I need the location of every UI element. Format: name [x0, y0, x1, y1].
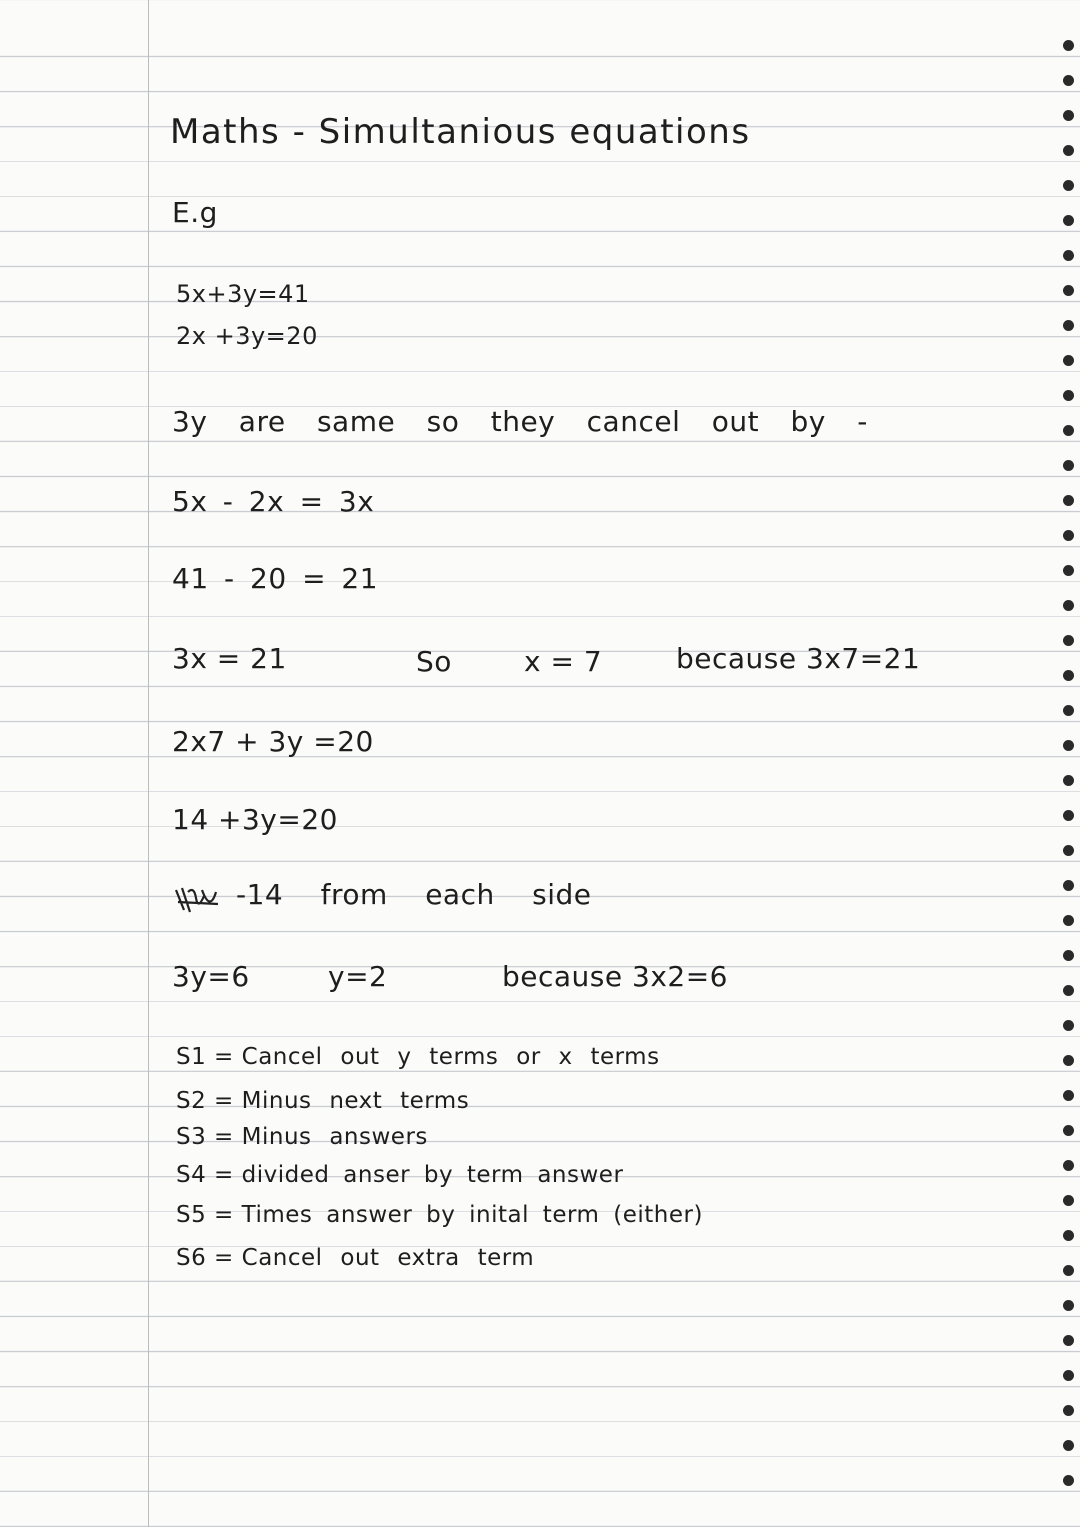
binding-hole: [1063, 740, 1074, 751]
step-item: [176, 1162, 623, 1188]
step-item: [176, 1088, 469, 1114]
binding-hole: [1063, 600, 1074, 611]
binding-hole: [1063, 670, 1074, 681]
work-line-3-reason: because 3x7=21: [676, 642, 921, 675]
work-line-7-reason: because 3x2=6: [502, 960, 728, 993]
step-text: Minus answers: [241, 1124, 428, 1150]
binding-hole: [1063, 1475, 1074, 1486]
binding-holes: [1052, 40, 1080, 1510]
work-line-3-so: So: [416, 645, 452, 678]
binding-hole: [1063, 950, 1074, 961]
binding-hole: [1063, 530, 1074, 541]
example-label: E.g: [172, 196, 218, 229]
binding-hole: [1063, 145, 1074, 156]
work-line-5: 14 +3y=20: [172, 803, 338, 836]
step-item: [176, 1202, 703, 1228]
equation-1: 5x+3y=41: [176, 280, 310, 308]
binding-hole: [1063, 1125, 1074, 1136]
step-text: Minus next terms: [241, 1088, 470, 1114]
binding-hole: [1063, 425, 1074, 436]
step-label: S1 =: [176, 1044, 234, 1070]
binding-hole: [1063, 1370, 1074, 1381]
margin-line: [148, 0, 149, 1527]
binding-hole: [1063, 1055, 1074, 1066]
binding-hole: [1063, 355, 1074, 366]
binding-hole: [1063, 1335, 1074, 1346]
work-line-6: -14 from each side: [236, 878, 592, 911]
binding-hole: [1063, 565, 1074, 576]
page-title: Maths - Simultanious equations: [170, 112, 751, 152]
binding-hole: [1063, 110, 1074, 121]
step-label: S3 =: [176, 1124, 234, 1150]
step-label: S2 =: [176, 1088, 234, 1114]
binding-hole: [1063, 880, 1074, 891]
binding-hole: [1063, 390, 1074, 401]
binding-hole: [1063, 1230, 1074, 1241]
binding-hole: [1063, 1300, 1074, 1311]
binding-hole: [1063, 285, 1074, 296]
binding-hole: [1063, 915, 1074, 926]
binding-hole: [1063, 635, 1074, 646]
binding-hole: [1063, 250, 1074, 261]
step-text: divided anser by term answer: [241, 1162, 624, 1188]
equation-2: 2x +3y=20: [176, 322, 318, 350]
work-line-4: 2x7 + 3y =20: [172, 725, 374, 758]
step-text: Times answer by inital term (either): [241, 1202, 703, 1228]
binding-hole: [1063, 810, 1074, 821]
binding-hole: [1063, 1090, 1074, 1101]
step-item: [176, 1124, 428, 1150]
binding-hole: [1063, 1160, 1074, 1171]
work-line-7-result: y=2: [328, 960, 388, 993]
binding-hole: [1063, 775, 1074, 786]
binding-hole: [1063, 705, 1074, 716]
binding-hole: [1063, 1020, 1074, 1031]
work-line-3-result: x = 7: [524, 645, 603, 678]
scribble-mark: [172, 882, 222, 916]
binding-hole: [1063, 845, 1074, 856]
binding-hole: [1063, 1195, 1074, 1206]
binding-hole: [1063, 320, 1074, 331]
step-label: S6 =: [176, 1245, 234, 1271]
binding-hole: [1063, 1265, 1074, 1276]
binding-hole: [1063, 40, 1074, 51]
step-text: Cancel out y terms or x terms: [241, 1044, 660, 1070]
binding-hole: [1063, 1405, 1074, 1416]
binding-hole: [1063, 985, 1074, 996]
binding-hole: [1063, 495, 1074, 506]
binding-hole: [1063, 1440, 1074, 1451]
work-line-3-equation: 3x = 21: [172, 642, 287, 675]
step-label: S5 =: [176, 1202, 234, 1228]
binding-hole: [1063, 75, 1074, 86]
work-line-7-equation: 3y=6: [172, 960, 250, 993]
step-text: Cancel out extra term: [241, 1245, 535, 1271]
binding-hole: [1063, 215, 1074, 226]
work-line-1: 5x - 2x = 3x: [172, 485, 375, 518]
work-line-2: 41 - 20 = 21: [172, 562, 379, 595]
step-item: [176, 1245, 534, 1271]
explanation-text: 3y are same so they cancel out by -: [172, 405, 868, 438]
binding-hole: [1063, 180, 1074, 191]
binding-hole: [1063, 460, 1074, 471]
step-label: S4 =: [176, 1162, 234, 1188]
step-item: [176, 1044, 660, 1070]
